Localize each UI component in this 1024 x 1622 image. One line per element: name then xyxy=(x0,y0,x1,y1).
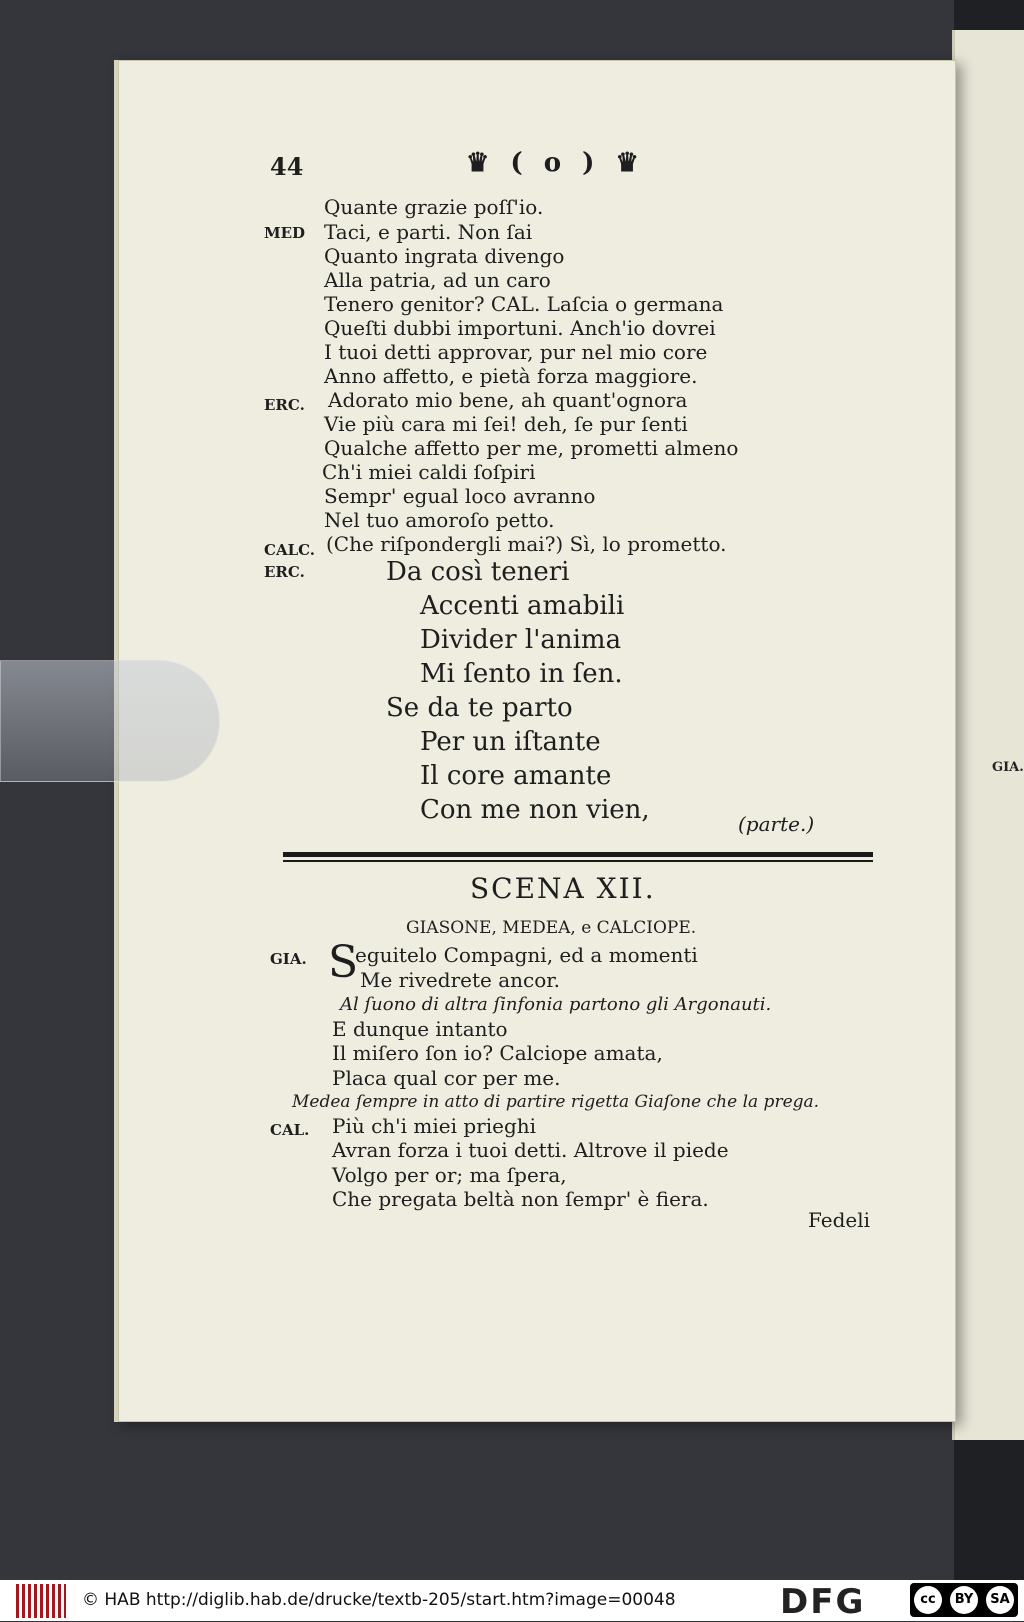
text-line: Anno affetto, e pietà forza maggiore. xyxy=(324,364,698,388)
speaker-label: MED xyxy=(264,224,306,242)
scene-divider-thin xyxy=(283,860,873,862)
scene-divider-thick xyxy=(283,852,873,857)
dfg-logo: DFG xyxy=(780,1582,866,1622)
drop-cap: S xyxy=(328,937,359,988)
next-page-edge xyxy=(952,30,1024,1440)
footer-bar xyxy=(0,1580,1024,1621)
text-line: Il miſero ſon io? Calciope amata, xyxy=(332,1041,663,1065)
text-line: Queſti dubbi importuni. Anch'io dovrei xyxy=(324,316,716,340)
next-page-speaker-mark: GIA. xyxy=(992,760,1024,775)
aria-line: Il core amante xyxy=(420,761,612,791)
text-line: Quanto ingrata divengo xyxy=(324,244,565,268)
speaker-label: GIA. xyxy=(270,950,307,968)
text-line: Sempr' egual loco avranno xyxy=(324,484,596,508)
copyright-link[interactable]: © HAB http://diglib.hab.de/drucke/textb-205/start.htm?image=00048 xyxy=(82,1590,676,1610)
text-line: Che pregata beltà non ſempr' è fiera. xyxy=(332,1187,709,1211)
crown-right-icon: ♛ xyxy=(615,148,645,178)
speaker-label: CAL. xyxy=(270,1121,310,1139)
aria-line: Mi ſento in ſen. xyxy=(420,659,623,689)
by-icon: BY xyxy=(950,1586,978,1614)
text-line: Tenero genitor? CAL. Laſcia o germana xyxy=(324,292,724,316)
stage-direction: Al ſuono di altra ſinfonia partono gli Argonauti. xyxy=(340,994,772,1015)
header-ornament xyxy=(466,148,645,178)
aria-line: Con me non vien, xyxy=(420,795,650,825)
text-line: Quante grazie poſſ'io. xyxy=(324,195,544,219)
sa-icon: SA xyxy=(986,1586,1014,1614)
scene-characters: GIASONE, MEDEA, e CALCIOPE. xyxy=(406,918,697,938)
page-clip xyxy=(0,660,220,782)
text-line: I tuoi detti approvar, pur nel mio core xyxy=(324,340,708,364)
scene-title: SCENA XII. xyxy=(470,872,656,905)
stage-note: (parte.) xyxy=(738,812,815,836)
page-number: 44 xyxy=(270,152,304,181)
aria-line: Per un iſtante xyxy=(420,727,601,757)
aria-line: Divider l'anima xyxy=(420,625,622,655)
text-line: Volgo per or; ma ſpera, xyxy=(332,1163,567,1187)
crown-left-icon: ♛ xyxy=(466,148,496,178)
aria-line: Se da te parto xyxy=(386,693,573,723)
text-line: Me rivedrete ancor. xyxy=(360,968,560,992)
speaker-label: ERC. xyxy=(264,396,305,414)
text-line: Avran forza i tuoi detti. Altrove il piede xyxy=(332,1138,729,1162)
aria-line: Accenti amabili xyxy=(420,591,625,621)
ornament-text: ( o ) xyxy=(510,148,601,178)
text-line: Taci, e parti. Non ſai xyxy=(324,220,533,244)
text-line: Qualche affetto per me, prometti almeno xyxy=(324,436,739,460)
stage-direction: Medea ſempre in atto di partire rigetta Giaſone che la prega. xyxy=(292,1092,820,1112)
cc-license-icon[interactable] xyxy=(910,1583,1018,1617)
text-line: E dunque intanto xyxy=(332,1017,508,1041)
text-line: Placa qual cor per me. xyxy=(332,1066,561,1090)
catchword: Fedeli xyxy=(808,1208,871,1232)
text-line: eguitelo Compagni, ed a momenti xyxy=(355,943,698,967)
text-line: Vie più cara mi ſei! deh, ſe pur ſenti xyxy=(324,412,688,436)
speaker-label: ERC. xyxy=(264,563,305,581)
aria-line: Da così teneri xyxy=(386,557,570,587)
cc-icon: cc xyxy=(914,1586,942,1614)
text-line: Alla patria, ad un caro xyxy=(324,268,551,292)
text-line: (Che riſpondergli mai?) Sì, lo prometto. xyxy=(326,532,727,556)
barcode-icon xyxy=(16,1584,66,1618)
text-line: Ch'i miei caldi ſoſpiri xyxy=(322,460,536,484)
text-line: Nel tuo amoroſo petto. xyxy=(324,508,555,532)
text-line: Adorato mio bene, ah quant'ognora xyxy=(328,388,688,412)
text-line: Più ch'i miei prieghi xyxy=(332,1114,537,1138)
speaker-label: CALC. xyxy=(264,541,316,559)
